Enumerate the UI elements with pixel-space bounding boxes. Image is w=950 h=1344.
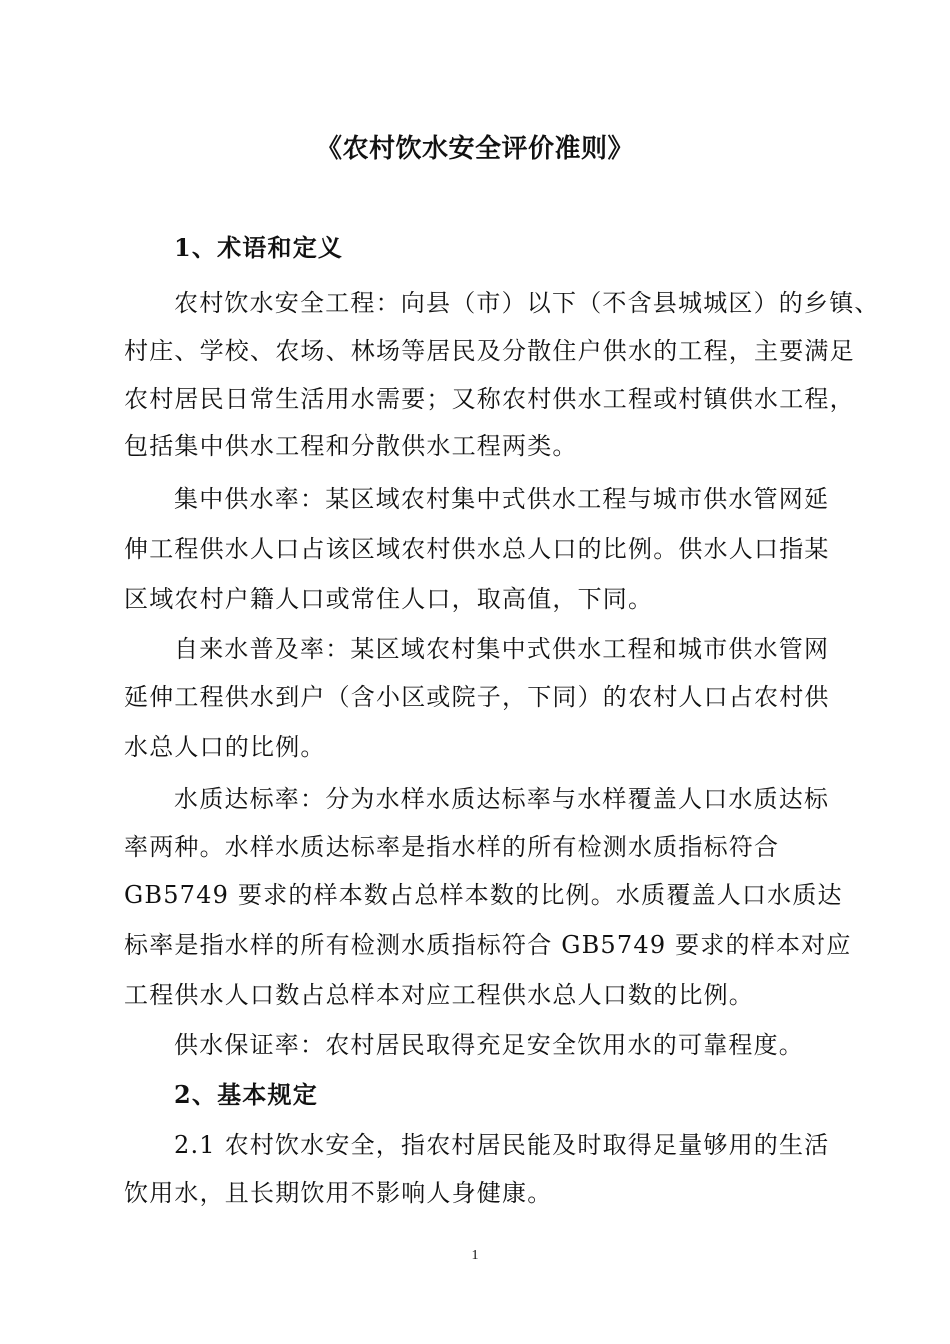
section-1-heading: 1、术语和定义 xyxy=(174,233,344,262)
paragraph-line: 伸工程供水人口占该区域农村供水总人口的比例。供水人口指某 xyxy=(124,535,830,563)
paragraph-line: 自来水普及率：某区域农村集中式供水工程和城市供水管网 xyxy=(174,635,830,663)
paragraph-line: 农村饮水安全工程：向县（市）以下（不含县城城区）的乡镇、 xyxy=(174,289,880,317)
paragraph-line: 包括集中供水工程和分散供水工程两类。 xyxy=(124,432,578,460)
paragraph-line: 饮用水，且长期饮用不影响人身健康。 xyxy=(124,1179,553,1207)
paragraph-line: 区域农村户籍人口或常住人口，取高值，下同。 xyxy=(124,585,654,613)
paragraph-line: 农村居民日常生活用水需要；又称农村供水工程或村镇供水工程， xyxy=(124,385,855,413)
paragraph-line: 2.1 农村饮水安全，指农村居民能及时取得足量够用的生活 xyxy=(174,1131,830,1159)
paragraph-line: GB5749 要求的样本数占总样本数的比例。水质覆盖人口水质达 xyxy=(124,881,843,909)
document-title: 《农村饮水安全评价准则》 xyxy=(315,134,634,164)
paragraph-line: 村庄、学校、农场、林场等居民及分散住户供水的工程，主要满足 xyxy=(124,337,855,365)
paragraph-line: 供水保证率：农村居民取得充足安全饮用水的可靠程度。 xyxy=(174,1031,804,1059)
section-2-heading: 2、基本规定 xyxy=(174,1080,318,1109)
paragraph-line: 水总人口的比例。 xyxy=(124,733,326,761)
paragraph-line: 延伸工程供水到户（含小区或院子，下同）的农村人口占农村供 xyxy=(124,683,830,711)
paragraph-line: 集中供水率：某区域农村集中式供水工程与城市供水管网延 xyxy=(174,485,830,513)
page-number: 1 xyxy=(471,1248,479,1263)
paragraph-line: 水质达标率：分为水样水质达标率与水样覆盖人口水质达标 xyxy=(174,785,830,813)
paragraph-line: 工程供水人口数占总样本对应工程供水总人口数的比例。 xyxy=(124,981,754,1009)
paragraph-line: 标率是指水样的所有检测水质指标符合 GB5749 要求的样本对应 xyxy=(124,931,852,959)
paragraph-line: 率两种。水样水质达标率是指水样的所有检测水质指标符合 xyxy=(124,833,780,861)
